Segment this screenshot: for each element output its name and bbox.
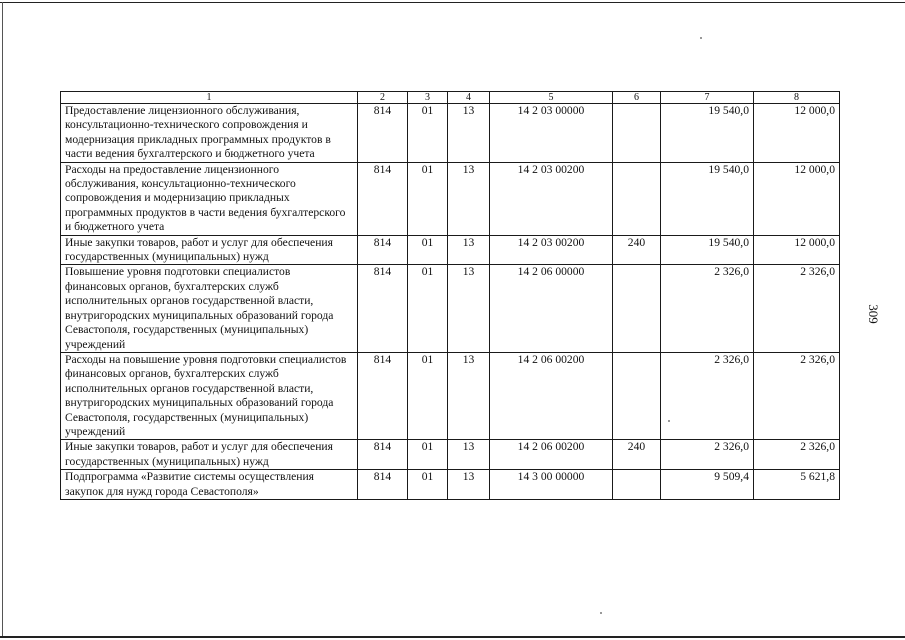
row-amount-2: 12 000,0 xyxy=(754,162,840,235)
row-section-code: 01 xyxy=(408,104,448,163)
row-amount-1: 2 326,0 xyxy=(661,265,754,352)
row-subsection-code: 13 xyxy=(448,162,490,235)
row-target-article-code: 14 2 06 00200 xyxy=(490,440,613,470)
row-name: Предоставление лицензионного обслуживания, консультационно-технического сопровождения и модернизация прикладных программных продуктов в части ведения бухгалтерского и бюджетного учета xyxy=(61,104,358,163)
row-amount-1: 19 540,0 xyxy=(661,235,754,265)
row-subsection-code: 13 xyxy=(448,235,490,265)
row-expense-type-code xyxy=(613,104,661,163)
row-amount-2: 12 000,0 xyxy=(754,235,840,265)
row-ved-code: 814 xyxy=(358,352,408,439)
row-subsection-code: 13 xyxy=(448,104,490,163)
row-ved-code: 814 xyxy=(358,470,408,500)
row-section-code: 01 xyxy=(408,352,448,439)
row-amount-2: 5 621,8 xyxy=(754,470,840,500)
row-amount-1: 9 509,4 xyxy=(661,470,754,500)
row-ved-code: 814 xyxy=(358,265,408,352)
scan-speck xyxy=(700,37,702,39)
column-number: 3 xyxy=(408,92,448,104)
row-name: Расходы на повышение уровня подготовки специалистов финансовых органов, бухгалтерских служб исполнительных органов государственной власти, внутригородских муниципальных образований города Севастополя, государственных (муниципальных) учреждений xyxy=(61,352,358,439)
row-subsection-code: 13 xyxy=(448,265,490,352)
scan-speck xyxy=(600,612,602,614)
row-name: Расходы на предоставление лицензионного обслуживания, консультационно-технического сопровождения и модернизацию прикладных программных продуктов в части ведения бухгалтерского и бюджетного учета xyxy=(61,162,358,235)
row-target-article-code: 14 2 06 00200 xyxy=(490,352,613,439)
row-amount-1: 19 540,0 xyxy=(661,104,754,163)
row-amount-2: 2 326,0 xyxy=(754,352,840,439)
row-target-article-code: 14 2 03 00200 xyxy=(490,162,613,235)
row-amount-2: 2 326,0 xyxy=(754,265,840,352)
column-number: 4 xyxy=(448,92,490,104)
row-target-article-code: 14 2 03 00000 xyxy=(490,104,613,163)
row-section-code: 01 xyxy=(408,235,448,265)
column-number: 2 xyxy=(358,92,408,104)
row-expense-type-code: 240 xyxy=(613,440,661,470)
row-ved-code: 814 xyxy=(358,235,408,265)
scan-edge-left xyxy=(2,2,3,636)
row-ved-code: 814 xyxy=(358,162,408,235)
table-row xyxy=(61,440,840,470)
row-expense-type-code xyxy=(613,265,661,352)
row-expense-type-code xyxy=(613,470,661,500)
row-name: Иные закупки товаров, работ и услуг для обеспечения государственных (муниципальных) нужд xyxy=(61,235,358,265)
row-section-code: 01 xyxy=(408,265,448,352)
table-row xyxy=(61,265,840,352)
column-number: 7 xyxy=(661,92,754,104)
row-amount-2: 2 326,0 xyxy=(754,440,840,470)
row-ved-code: 814 xyxy=(358,104,408,163)
row-amount-1: 19 540,0 xyxy=(661,162,754,235)
row-subsection-code: 13 xyxy=(448,440,490,470)
table-row xyxy=(61,104,840,163)
row-name: Подпрограмма «Развитие системы осуществления закупок для нужд города Севастополя» xyxy=(61,470,358,500)
page-number: 309 xyxy=(866,304,881,324)
table-row xyxy=(61,235,840,265)
row-expense-type-code: 240 xyxy=(613,235,661,265)
row-name: Повышение уровня подготовки специалистов финансовых органов, бухгалтерских служб исполнительных органов государственной власти, внутригородских муниципальных образований города Севастополя, государственных (муниципальных) учреждений xyxy=(61,265,358,352)
row-subsection-code: 13 xyxy=(448,352,490,439)
row-target-article-code: 14 3 00 00000 xyxy=(490,470,613,500)
column-number: 8 xyxy=(754,92,840,104)
row-subsection-code: 13 xyxy=(448,470,490,500)
scan-edge-bottom xyxy=(0,636,905,638)
row-section-code: 01 xyxy=(408,162,448,235)
column-number: 5 xyxy=(490,92,613,104)
row-expense-type-code xyxy=(613,352,661,439)
row-target-article-code: 14 2 03 00200 xyxy=(490,235,613,265)
column-number-row xyxy=(61,92,840,104)
row-section-code: 01 xyxy=(408,440,448,470)
table-body xyxy=(61,104,840,500)
row-amount-1: 2 326,0 xyxy=(661,440,754,470)
row-amount-2: 12 000,0 xyxy=(754,104,840,163)
row-section-code: 01 xyxy=(408,470,448,500)
scan-edge-top xyxy=(0,2,905,3)
column-number: 6 xyxy=(613,92,661,104)
row-ved-code: 814 xyxy=(358,440,408,470)
budget-table xyxy=(60,91,840,500)
table-row xyxy=(61,162,840,235)
column-number: 1 xyxy=(61,92,358,104)
row-name: Иные закупки товаров, работ и услуг для обеспечения государственных (муниципальных) нужд xyxy=(61,440,358,470)
row-target-article-code: 14 2 06 00000 xyxy=(490,265,613,352)
row-expense-type-code xyxy=(613,162,661,235)
table-row xyxy=(61,470,840,500)
row-amount-1: 2 326,0 xyxy=(661,352,754,439)
table-row xyxy=(61,352,840,439)
